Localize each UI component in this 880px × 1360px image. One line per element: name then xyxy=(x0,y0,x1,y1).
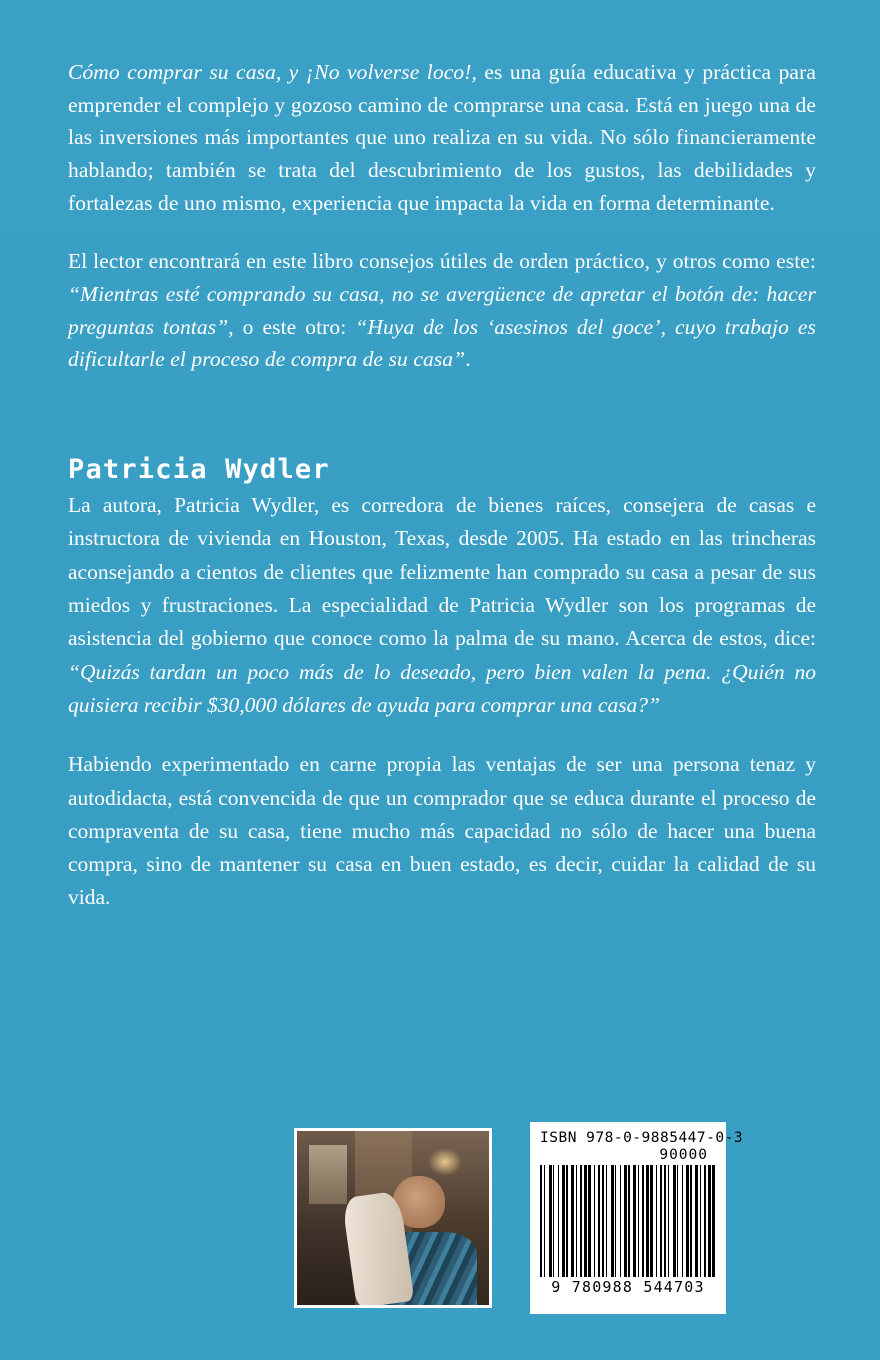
author-bio-last-paragraph: Habiendo experimentado en carne propia las ventajas de ser una persona tenaz y autodidacta, está convencida de que un comprador que se educa durante el proceso de compraventa de su casa, tiene mucho más capacidad no sólo de hacer una buena compra, sino de mantener su casa en buen estado, es decir, cuidar la calidad de su vida. xyxy=(68,752,816,910)
author-bio-a: La autora, Patricia Wydler, es corredora de bienes raíces, consejera de casas e instructora de vivienda en Houston, Texas, desde 2005. Ha estado en las trincheras aconsejando a cientos de clientes que felizmente han comprado su casa a pesar de sus miedos y frustraciones. La especialidad de Patricia Wydler son los programas de asistencia del gobierno que conoce como la palma de su mano. Acerca de estos, dice: xyxy=(68,493,816,651)
photo-lamp-glow xyxy=(428,1148,463,1176)
barcode-main-symbol xyxy=(540,1165,716,1296)
blurb-p2-b: , o este otro: xyxy=(228,314,356,339)
author-photo xyxy=(294,1128,492,1308)
book-title-inline: Cómo comprar su casa, y ¡No volverse loco!, xyxy=(68,60,477,84)
author-name: Patricia Wydler xyxy=(68,454,330,486)
author-photo-image xyxy=(297,1131,489,1305)
barcode-block xyxy=(530,1122,744,1314)
barcode-digits: 9 780988 544703 xyxy=(551,1278,705,1296)
price-code: 90000 xyxy=(659,1147,708,1163)
blurb-quote-1: “Mientras esté comprando su casa, no se avergüence de apretar el botón de: hacer preguntas tontas” xyxy=(68,282,816,339)
blurb-paragraph-1-rest: es una guía educativa y práctica para emprender el complejo y gozoso camino de comprarse una casa. Está en juego una de las inversiones más importantes que uno realiza en su vida. No sólo financieramente hablando; también se trata del descubrimiento de los gustos, las debilidades y fortalezas de uno mismo, experiencia que impacta la vida en forma determinante. xyxy=(68,60,816,215)
blurb-paragraph-2 xyxy=(68,245,816,376)
blurb-paragraph-1 xyxy=(68,56,816,219)
author-section xyxy=(68,454,816,915)
back-cover-text xyxy=(68,56,816,941)
author-bio-paragraph xyxy=(68,489,816,722)
blurb-p2-c: . xyxy=(465,347,471,372)
cover-footer xyxy=(0,1122,880,1322)
isbn-label: ISBN 978-0-9885447-0-3 xyxy=(540,1130,744,1146)
barcode-bars xyxy=(540,1165,716,1277)
barcode-bars-row xyxy=(540,1165,716,1296)
author-bio-quote: “Quizás tardan un poco más de lo deseado, pero bien valen la pena. ¿Quién no quisiera recibir $30,000 dólares de ayuda para comprar una casa?” xyxy=(68,659,816,717)
blurb-p2-a: El lector encontrará en este libro consejos útiles de orden práctico, y otros como este: xyxy=(68,249,816,274)
blurb-quote-2: “Huya de los ‘asesinos del goce’, cuyo trabajo es dificultarle el proceso de compra de su casa” xyxy=(68,314,816,372)
photo-window xyxy=(309,1145,347,1204)
